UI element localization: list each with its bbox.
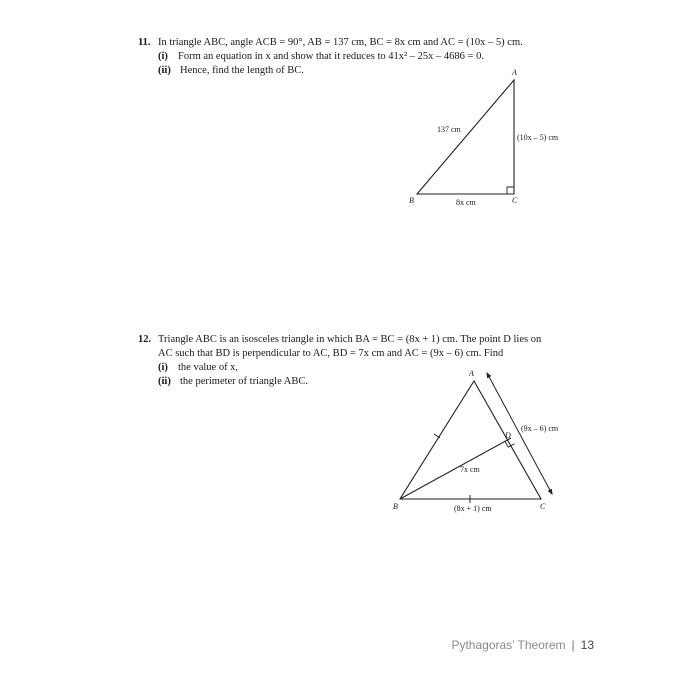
question-12-text-line-1: Triangle ABC is an isosceles triangle in which BA = BC = (8x + 1) cm. The point D lies on — [158, 334, 542, 345]
side-bc-label: (8x + 1) cm — [454, 504, 492, 513]
vertex-d-label: D — [505, 431, 511, 440]
chapter-title: Pythagoras’ Theorem — [451, 638, 566, 652]
vertex-b-label: B — [409, 196, 414, 205]
question-11-text: In triangle ABC, angle ACB = 90°, AB = 137 cm, BC = 8x cm and AC = (10x – 5) cm. — [158, 37, 523, 48]
footer-separator: | — [571, 638, 575, 652]
vertex-b-label: B — [393, 502, 398, 511]
question-11-number: 11. — [138, 37, 151, 48]
part-label: (i) — [158, 51, 168, 62]
triangle-abc — [400, 381, 541, 499]
altitude-bd — [400, 438, 511, 499]
side-ab-label: 137 cm — [437, 125, 461, 134]
side-ac-label: (10x – 5) cm — [517, 133, 559, 142]
part-text: Form an equation in x and show that it reduces to 41x² – 25x – 4686 = 0. — [178, 51, 484, 62]
page-number: 13 — [580, 638, 594, 652]
part-text: the value of x, — [178, 362, 239, 373]
question-12-text-line-2: AC such that BD is perpendicular to AC, BD = 7x cm and AC = (9x – 6) cm. Find — [158, 348, 504, 359]
vertex-c-label: C — [512, 196, 518, 205]
part-label: (ii) — [158, 65, 171, 76]
part-text: Hence, find the length of BC. — [180, 65, 304, 76]
dimension-arrow-ac — [487, 373, 552, 494]
vertex-a-label: A — [512, 68, 517, 77]
segment-bd-label: 7x cm — [460, 465, 480, 474]
vertex-a-label: A — [469, 369, 474, 378]
question-12-number: 12. — [138, 334, 152, 345]
side-bc-label: 8x cm — [456, 198, 476, 207]
part-text: the perimeter of triangle ABC. — [180, 376, 309, 387]
part-label: (ii) — [158, 376, 171, 387]
page-footer — [451, 638, 594, 652]
vertex-c-label: C — [540, 502, 546, 511]
part-label: (i) — [158, 362, 168, 373]
side-ac-label: (9x – 6) cm — [521, 424, 559, 433]
